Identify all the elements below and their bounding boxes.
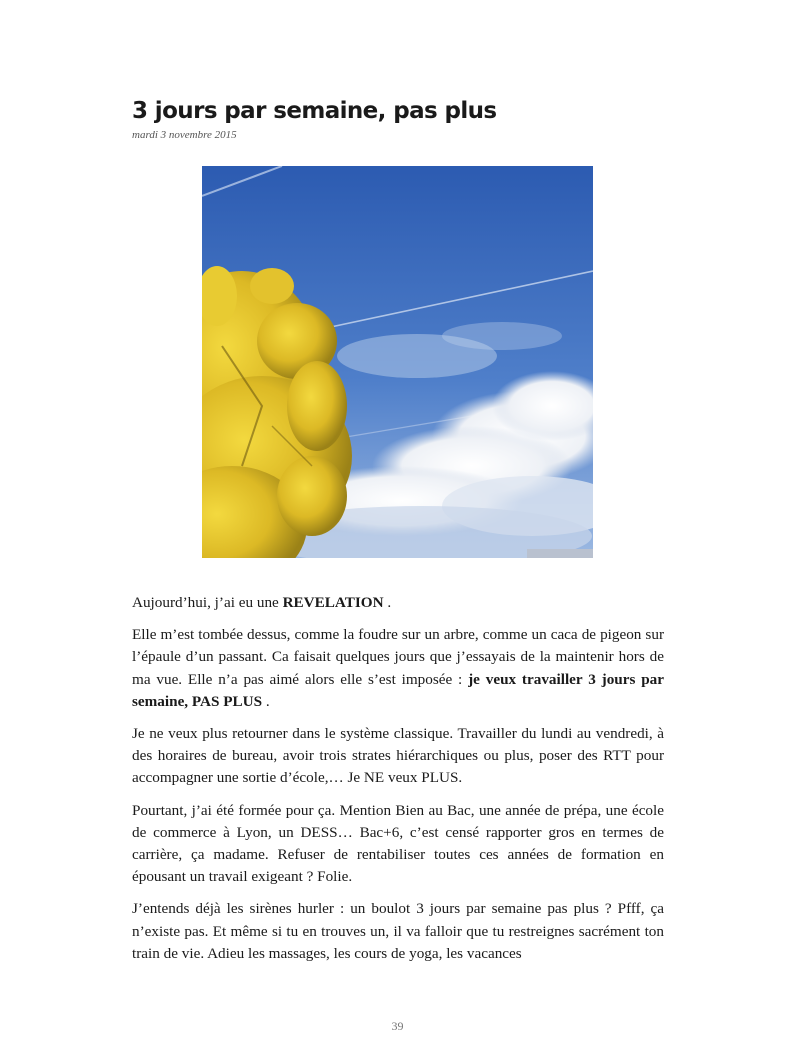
paragraph: Elle m’est tombée dessus, comme la foudre sur un arbre, comme un caca de pigeon sur l’épaule d’un passant. Ca faisait quelques jours que j’essayais de la maintenir hors de ma vue. Elle n’a pas aimé alors elle s’est imposée : je veux travailler 3 jours par semaine, PAS PLUS . (132, 626, 664, 710)
paragraph: Pourtant, j’ai été formée pour ça. Mention Bien au Bac, une année de prépa, une école de commerce à Lyon, un DESS… Bac+6, c’est censé rapporter gros en termes de carrière, ça madame. Refuser de rentabiliser toutes ces années de formation en épousant un travail exigeant ? Folie. (132, 801, 664, 886)
article-date: mardi 3 novembre 2015 (132, 129, 237, 141)
article-body (132, 592, 664, 975)
paragraph: Aujourd’hui, j’ai eu une REVELATION . (132, 594, 392, 611)
paragraph: Je ne veux plus retourner dans le système classique. Travailler du lundi au vendredi, à des horaires de bureau, avoir trois strates hiérarchiques ou plus, poser des RTT pour accompagner une sortie d’école,… Je NE veux PLUS. (132, 725, 664, 787)
roof-corner (527, 549, 593, 558)
paragraph: J’entends déjà les sirènes hurler : un boulot 3 jours par semaine pas plus ? Pfff, ça n’existe pas. Et même si tu en trouves un, il va falloir que tu restreignes sacrément ton train de vie. Adieu les massages, les cours de yoga, les vacances (132, 900, 664, 962)
page-number: 39 (391, 1019, 404, 1033)
article-title: 3 jours par semaine, pas plus (132, 98, 497, 124)
autumn-tree-sky-photo (202, 166, 593, 558)
wispy-cloud (442, 322, 562, 350)
